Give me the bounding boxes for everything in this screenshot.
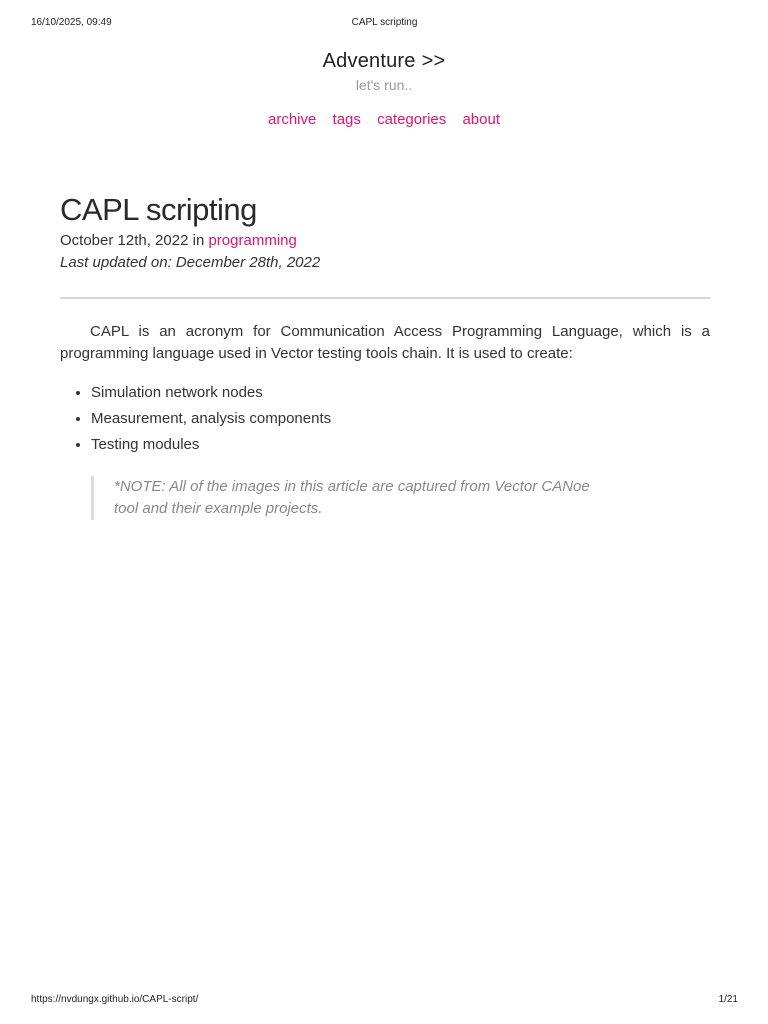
site-title-link[interactable] [0,48,768,74]
site-title: Adventure [322,50,416,72]
post-intro-paragraph: CAPL is an acronym for Communication Access Programming Language, which is a programming language used in Vector testing tools chain. It is used to create: [60,323,710,362]
post-last-updated: Last updated on: December 28th, 2022 [60,254,321,271]
nav-tags-link[interactable]: tags [332,111,361,128]
list-item: • Simulation network nodes [91,380,710,406]
print-datetime: 16/10/2025, 09:49 [31,17,112,28]
print-doc-title: CAPL scripting [351,17,418,28]
post-title: CAPL scripting [60,192,257,227]
note-blockquote: *NOTE: All of the images in this article are captured from Vector CANoe tool and their example projects. [91,476,604,520]
site-header [0,48,768,130]
post-bullet-list [60,380,710,458]
nav-categories-link[interactable]: categories [377,111,447,128]
print-header [31,17,738,31]
post-date: October 12th, 2022 [60,232,189,249]
post [60,190,710,535]
post-category-link[interactable]: programming [208,232,297,249]
post-meta-in: in [192,232,205,249]
list-item: • Measurement, analysis components [91,406,710,432]
print-footer [31,994,738,1008]
post-meta [60,230,710,252]
nav-archive-link[interactable]: archive [268,111,317,128]
site-tagline: let's run.. [355,77,413,93]
site-nav [0,110,768,130]
print-url: https://nvdungx.github.io/CAPL-script/ [31,994,199,1005]
divider [60,297,710,299]
print-page-number: 1/21 [718,994,738,1005]
list-item: • Testing modules [91,432,710,458]
nav-about-link[interactable]: about [462,111,500,128]
double-chevron-right-icon: >> [421,50,446,72]
